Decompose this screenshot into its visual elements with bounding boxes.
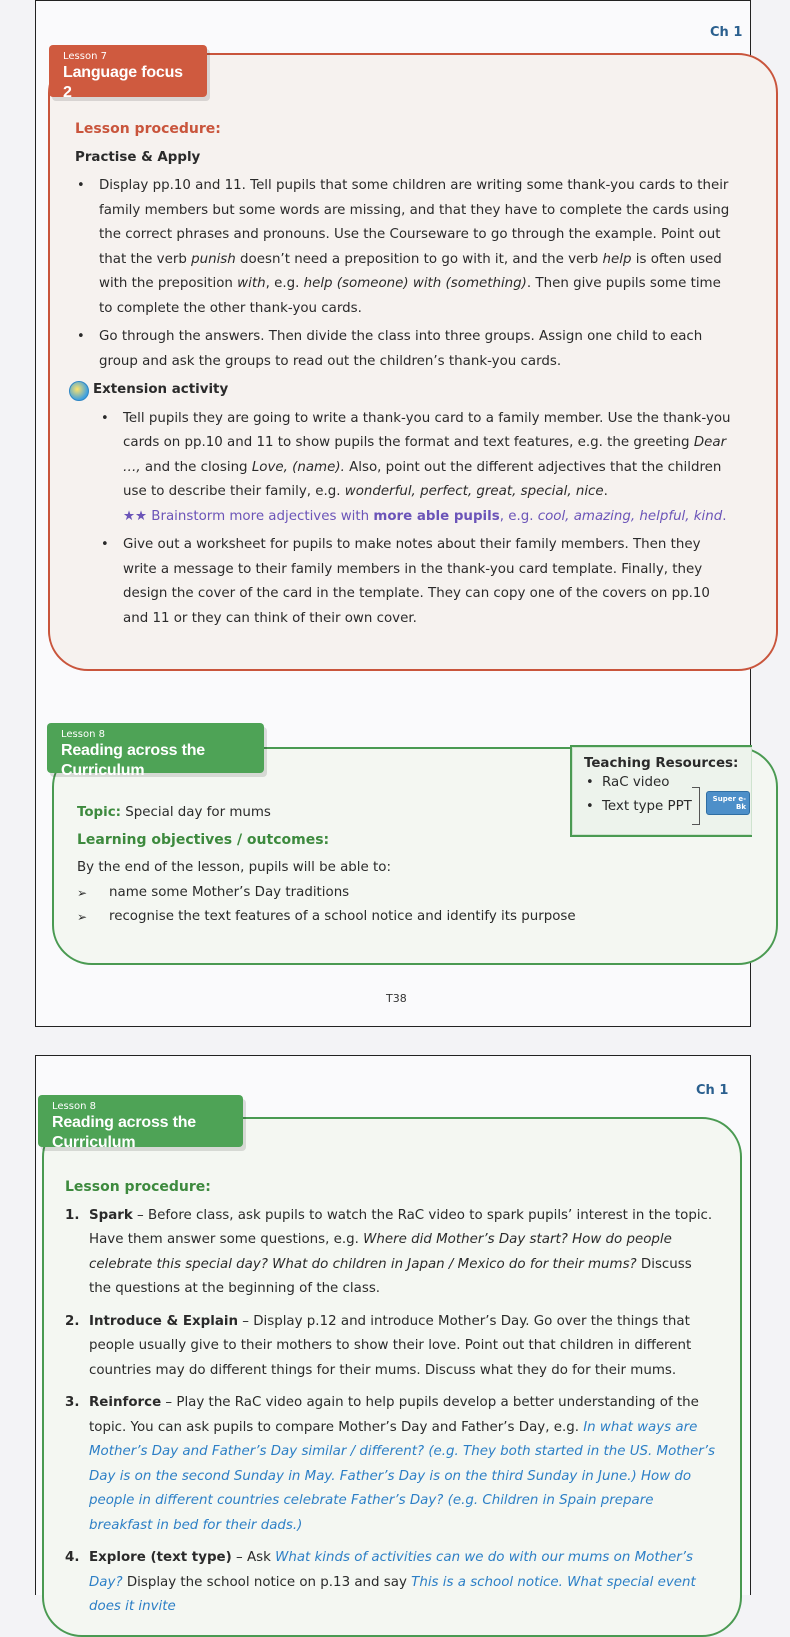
step-spark: 1. Spark – Before class, ask pupils to watch the RaC video to spark pupils’ interest in the topic. Have them answer some questions, e.g. Where did Mother’s Day start? How do people celebrate this special day? What do children in Japan / Mexico do for their mums? Discuss the questions at the beginning of the class. bbox=[65, 1207, 713, 1296]
lesson-number: Lesson 7 bbox=[63, 51, 107, 62]
procedure-steps bbox=[65, 1204, 717, 1620]
lesson-number: Lesson 8 bbox=[52, 1101, 96, 1112]
step-explore: 4. Explore (text type) – Ask What kinds of activities can we do with our mums on Mother’s Day? Display the school notice on p.13 and say This is a school notice. What special event does it invite bbox=[65, 1550, 696, 1614]
lesson8-tab bbox=[38, 1095, 243, 1151]
objectives-heading: Learning objectives / outcomes: bbox=[77, 831, 330, 848]
lesson-title: Reading across the Curriculum bbox=[52, 1114, 197, 1151]
star-icon: ★★ bbox=[123, 508, 148, 524]
more-able-note: ★★ Brainstorm more adjectives with more able pupils, e.g. cool, amazing, helpful, kind. bbox=[123, 508, 727, 524]
lesson-title: Reading across the Curriculum bbox=[61, 742, 206, 779]
lesson-title: Language focus 2 bbox=[63, 64, 183, 101]
bracket bbox=[692, 787, 700, 825]
page-number: T38 bbox=[386, 992, 407, 1005]
list-item: ➢ recognise the text features of a school notice and identify its purpose bbox=[77, 905, 597, 930]
list-item: • Go through the answers. Then divide the class into three groups. Assign one child to each group and ask the groups to read out the children’s thank-you cards. bbox=[75, 325, 735, 374]
objectives-intro: By the end of the lesson, pupils will be able to: bbox=[77, 860, 391, 875]
list-item: • Give out a worksheet for pupils to make notes about their family members. Then they write a message to their family members in the thank-you card template. Finally, they design the cover of the card in the template. They can copy one of the covers on pp.10 and 11 or they can think of their own cover. bbox=[99, 533, 735, 631]
step-reinforce: 3. Reinforce – Play the RaC video again to help pupils develop a better understanding of the topic. You can ask pupils to compare Mother’s Day and Father’s Day, e.g. In what ways are Mother’s Day and Father’s Day similar / different? (e.g. They both started in the US. Mother’s Day is on the second Sunday in May. Father’s Day is on the third Sunday in June.) How do people in different countries celebrate Father’s Day? (e.g. Children in Spain prepare breakfast in bed for their dads.) bbox=[65, 1395, 715, 1533]
ebook-icon: Super e-Bk bbox=[706, 791, 750, 815]
procedure-heading: Lesson procedure: bbox=[75, 121, 221, 137]
list-item: • Display pp.10 and 11. Tell pupils that some children are writing some thank-you cards to their family members but some words are missing, and that they have to complete the cards using the correct phrases and pronouns. Use the Courseware to go through the example. Point out that the verb punish doesn’t need a preposition to go with it, and the verb help is often used with the preposition with, e.g. help (someone) with (something). Then give pupils some time to complete the other thank-you cards. bbox=[75, 174, 735, 321]
extension-heading: Extension activity bbox=[69, 378, 735, 403]
lesson7-tab bbox=[49, 45, 207, 101]
chapter-label: Ch 1 bbox=[710, 25, 743, 40]
practise-apply-heading: Practise & Apply bbox=[75, 149, 201, 165]
page-continued bbox=[35, 1055, 751, 1614]
step-introduce-explain: 2. Introduce & Explain – Display p.12 and introduce Mother’s Day. Go over the things that people usually give to their mothers to show their love. Point out that children in different countries may do different things for their mums. Discuss what they do for their mums. bbox=[65, 1313, 692, 1378]
topic-line: Topic: Special day for mums bbox=[77, 805, 271, 820]
procedure-list bbox=[75, 174, 735, 374]
lesson8-intro-content bbox=[77, 801, 597, 930]
lesson7-content bbox=[75, 117, 735, 635]
page-t38 bbox=[35, 0, 751, 1027]
list-item: ➢ name some Mother’s Day traditions bbox=[77, 881, 597, 906]
lesson8-procedure-content bbox=[65, 1175, 717, 1628]
resource-item: • RaC video bbox=[584, 771, 752, 795]
list-item: • Tell pupils they are going to write a thank-you card to a family member. Use the thank-you cards on pp.10 and 11 to show pupils the format and text features, e.g. the greeting Dear …, and the closing Love, (name). Also, point out the different adjectives that the children use to describe their family, e.g. wonderful, perfect, great, special, nice. ★★ Brainstorm more adjectives with more able pupils, e.g. cool, amazing, helpful, kind. bbox=[99, 407, 735, 530]
resource-item: • Text type PPT bbox=[584, 795, 752, 819]
teaching-resources-box bbox=[570, 745, 752, 837]
procedure-heading: Lesson procedure: bbox=[65, 1179, 211, 1195]
objectives-list bbox=[77, 881, 597, 930]
lesson8-tab bbox=[47, 723, 264, 779]
chapter-label: Ch 1 bbox=[696, 1083, 729, 1098]
extension-list bbox=[99, 407, 735, 632]
lesson-number: Lesson 8 bbox=[61, 729, 105, 740]
extension-icon bbox=[69, 381, 89, 401]
resources-title: Teaching Resources: bbox=[584, 756, 739, 771]
